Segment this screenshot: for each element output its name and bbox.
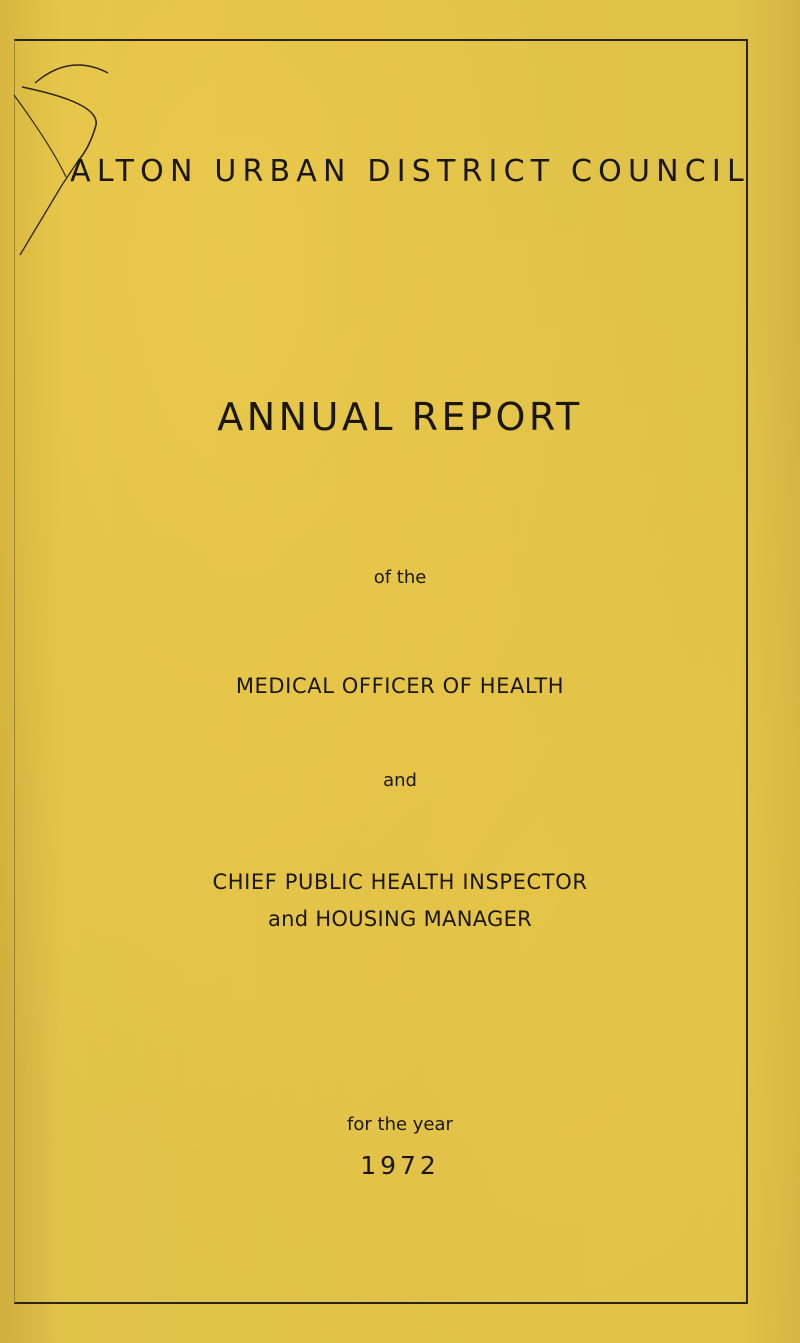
report-title: ANNUAL REPORT	[217, 395, 583, 439]
housing-manager-heading: and HOUSING MANAGER	[267, 907, 533, 931]
report-year: 1972	[360, 1151, 440, 1180]
of-the-text: of the	[373, 567, 427, 588]
and-text: and	[383, 770, 417, 791]
medical-officer-heading: MEDICAL OFFICER OF HEALTH	[235, 674, 565, 698]
for-the-year-text: for the year	[347, 1114, 453, 1135]
chief-inspector-heading: CHIEF PUBLIC HEALTH INSPECTOR	[212, 870, 588, 894]
council-name-heading: ALTON URBAN DISTRICT COUNCIL	[70, 154, 750, 189]
